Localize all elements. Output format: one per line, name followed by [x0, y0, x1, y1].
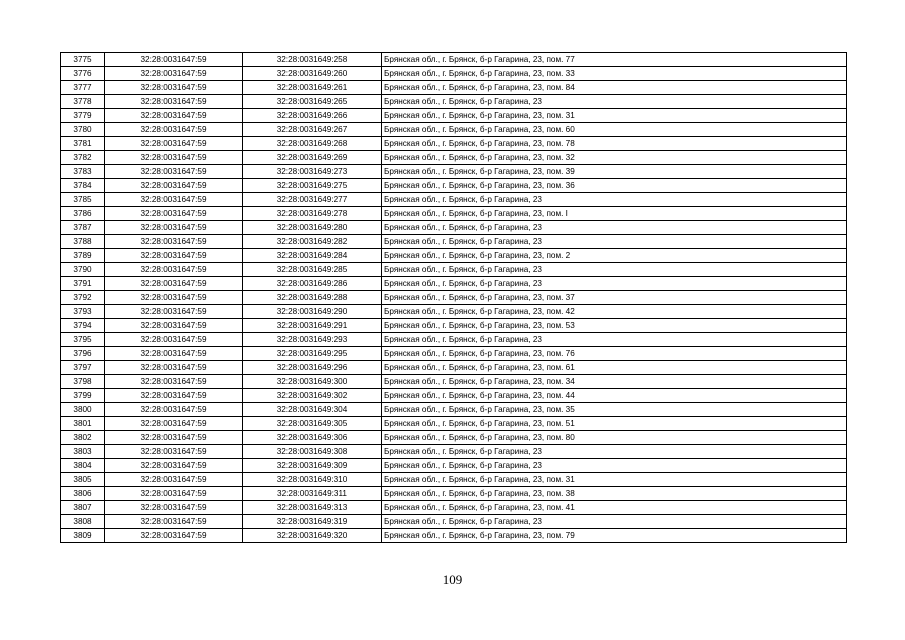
- address-cell: Брянская обл., г. Брянск, б-р Гагарина, 23, пом. 2: [382, 249, 847, 263]
- row-number-cell: 3788: [61, 235, 105, 249]
- parent-cadastral-number-cell: 32:28:0031647:59: [105, 263, 243, 277]
- parent-cadastral-number-cell: 32:28:0031647:59: [105, 473, 243, 487]
- cadastral-table: [60, 52, 847, 543]
- address-cell: Брянская обл., г. Брянск, б-р Гагарина, 23, пом. 53: [382, 319, 847, 333]
- address-cell: Брянская обл., г. Брянск, б-р Гагарина, 23, пом. 60: [382, 123, 847, 137]
- cadastral-number-cell: 32:28:0031649:300: [243, 375, 382, 389]
- table-row: [61, 417, 847, 431]
- address-cell: Брянская обл., г. Брянск, б-р Гагарина, 23: [382, 515, 847, 529]
- address-cell: Брянская обл., г. Брянск, б-р Гагарина, 23: [382, 221, 847, 235]
- cadastral-number-cell: 32:28:0031649:296: [243, 361, 382, 375]
- parent-cadastral-number-cell: 32:28:0031647:59: [105, 165, 243, 179]
- parent-cadastral-number-cell: 32:28:0031647:59: [105, 319, 243, 333]
- address-cell: Брянская обл., г. Брянск, б-р Гагарина, 23: [382, 459, 847, 473]
- address-cell: Брянская обл., г. Брянск, б-р Гагарина, 23, пом. 41: [382, 501, 847, 515]
- table-row: [61, 151, 847, 165]
- cadastral-number-cell: 32:28:0031649:306: [243, 431, 382, 445]
- table-row: [61, 277, 847, 291]
- address-cell: Брянская обл., г. Брянск, б-р Гагарина, 23, пом. 32: [382, 151, 847, 165]
- row-number-cell: 3793: [61, 305, 105, 319]
- parent-cadastral-number-cell: 32:28:0031647:59: [105, 459, 243, 473]
- row-number-cell: 3775: [61, 53, 105, 67]
- table-row: [61, 221, 847, 235]
- table-row: [61, 333, 847, 347]
- row-number-cell: 3799: [61, 389, 105, 403]
- cadastral-number-cell: 32:28:0031649:284: [243, 249, 382, 263]
- cadastral-number-cell: 32:28:0031649:295: [243, 347, 382, 361]
- row-number-cell: 3796: [61, 347, 105, 361]
- table-body: [61, 53, 847, 543]
- table-row: [61, 459, 847, 473]
- table-row: [61, 263, 847, 277]
- cadastral-number-cell: 32:28:0031649:265: [243, 95, 382, 109]
- address-cell: Брянская обл., г. Брянск, б-р Гагарина, 23, пом. 44: [382, 389, 847, 403]
- table-row: [61, 473, 847, 487]
- row-number-cell: 3802: [61, 431, 105, 445]
- row-number-cell: 3794: [61, 319, 105, 333]
- table-row: [61, 109, 847, 123]
- row-number-cell: 3804: [61, 459, 105, 473]
- parent-cadastral-number-cell: 32:28:0031647:59: [105, 277, 243, 291]
- row-number-cell: 3795: [61, 333, 105, 347]
- row-number-cell: 3782: [61, 151, 105, 165]
- address-cell: Брянская обл., г. Брянск, б-р Гагарина, 23, пом. 51: [382, 417, 847, 431]
- cadastral-number-cell: 32:28:0031649:305: [243, 417, 382, 431]
- address-cell: Брянская обл., г. Брянск, б-р Гагарина, 23, пом. 77: [382, 53, 847, 67]
- table-row: [61, 137, 847, 151]
- cadastral-number-cell: 32:28:0031649:267: [243, 123, 382, 137]
- cadastral-number-cell: 32:28:0031649:273: [243, 165, 382, 179]
- parent-cadastral-number-cell: 32:28:0031647:59: [105, 431, 243, 445]
- row-number-cell: 3778: [61, 95, 105, 109]
- row-number-cell: 3781: [61, 137, 105, 151]
- table-row: [61, 403, 847, 417]
- address-cell: Брянская обл., г. Брянск, б-р Гагарина, 23: [382, 235, 847, 249]
- cadastral-number-cell: 32:28:0031649:288: [243, 291, 382, 305]
- address-cell: Брянская обл., г. Брянск, б-р Гагарина, 23, пом. 33: [382, 67, 847, 81]
- table-row: [61, 487, 847, 501]
- row-number-cell: 3783: [61, 165, 105, 179]
- table-row: [61, 319, 847, 333]
- parent-cadastral-number-cell: 32:28:0031647:59: [105, 389, 243, 403]
- address-cell: Брянская обл., г. Брянск, б-р Гагарина, 23: [382, 193, 847, 207]
- cadastral-number-cell: 32:28:0031649:275: [243, 179, 382, 193]
- table-row: [61, 95, 847, 109]
- document-page: [60, 52, 846, 543]
- row-number-cell: 3789: [61, 249, 105, 263]
- address-cell: Брянская обл., г. Брянск, б-р Гагарина, 23, пом. 31: [382, 473, 847, 487]
- row-number-cell: 3777: [61, 81, 105, 95]
- address-cell: Брянская обл., г. Брянск, б-р Гагарина, 23: [382, 263, 847, 277]
- row-number-cell: 3784: [61, 179, 105, 193]
- address-cell: Брянская обл., г. Брянск, б-р Гагарина, 23, пом. 78: [382, 137, 847, 151]
- row-number-cell: 3800: [61, 403, 105, 417]
- parent-cadastral-number-cell: 32:28:0031647:59: [105, 333, 243, 347]
- row-number-cell: 3787: [61, 221, 105, 235]
- cadastral-number-cell: 32:28:0031649:304: [243, 403, 382, 417]
- cadastral-number-cell: 32:28:0031649:302: [243, 389, 382, 403]
- address-cell: Брянская обл., г. Брянск, б-р Гагарина, 23, пом. 79: [382, 529, 847, 543]
- parent-cadastral-number-cell: 32:28:0031647:59: [105, 179, 243, 193]
- address-cell: Брянская обл., г. Брянск, б-р Гагарина, 23, пом. 80: [382, 431, 847, 445]
- cadastral-number-cell: 32:28:0031649:310: [243, 473, 382, 487]
- table-row: [61, 515, 847, 529]
- row-number-cell: 3803: [61, 445, 105, 459]
- cadastral-number-cell: 32:28:0031649:291: [243, 319, 382, 333]
- cadastral-number-cell: 32:28:0031649:282: [243, 235, 382, 249]
- cadastral-number-cell: 32:28:0031649:258: [243, 53, 382, 67]
- address-cell: Брянская обл., г. Брянск, б-р Гагарина, 23: [382, 95, 847, 109]
- table-row: [61, 193, 847, 207]
- row-number-cell: 3791: [61, 277, 105, 291]
- parent-cadastral-number-cell: 32:28:0031647:59: [105, 95, 243, 109]
- table-row: [61, 235, 847, 249]
- row-number-cell: 3790: [61, 263, 105, 277]
- parent-cadastral-number-cell: 32:28:0031647:59: [105, 151, 243, 165]
- row-number-cell: 3808: [61, 515, 105, 529]
- parent-cadastral-number-cell: 32:28:0031647:59: [105, 403, 243, 417]
- parent-cadastral-number-cell: 32:28:0031647:59: [105, 81, 243, 95]
- address-cell: Брянская обл., г. Брянск, б-р Гагарина, 23, пом. 34: [382, 375, 847, 389]
- page-number: 109: [442, 572, 463, 587]
- table-row: [61, 431, 847, 445]
- table-row: [61, 81, 847, 95]
- parent-cadastral-number-cell: 32:28:0031647:59: [105, 249, 243, 263]
- cadastral-number-cell: 32:28:0031649:278: [243, 207, 382, 221]
- table-row: [61, 305, 847, 319]
- parent-cadastral-number-cell: 32:28:0031647:59: [105, 361, 243, 375]
- parent-cadastral-number-cell: 32:28:0031647:59: [105, 445, 243, 459]
- table-row: [61, 501, 847, 515]
- row-number-cell: 3801: [61, 417, 105, 431]
- cadastral-number-cell: 32:28:0031649:277: [243, 193, 382, 207]
- table-row: [61, 445, 847, 459]
- cadastral-number-cell: 32:28:0031649:261: [243, 81, 382, 95]
- table-row: [61, 529, 847, 543]
- row-number-cell: 3792: [61, 291, 105, 305]
- address-cell: Брянская обл., г. Брянск, б-р Гагарина, 23, пом. 35: [382, 403, 847, 417]
- cadastral-number-cell: 32:28:0031649:308: [243, 445, 382, 459]
- cadastral-number-cell: 32:28:0031649:285: [243, 263, 382, 277]
- address-cell: Брянская обл., г. Брянск, б-р Гагарина, 23, пом. I: [382, 207, 847, 221]
- cadastral-number-cell: 32:28:0031649:280: [243, 221, 382, 235]
- parent-cadastral-number-cell: 32:28:0031647:59: [105, 501, 243, 515]
- address-cell: Брянская обл., г. Брянск, б-р Гагарина, 23: [382, 445, 847, 459]
- parent-cadastral-number-cell: 32:28:0031647:59: [105, 221, 243, 235]
- table-row: [61, 375, 847, 389]
- table-row: [61, 249, 847, 263]
- parent-cadastral-number-cell: 32:28:0031647:59: [105, 487, 243, 501]
- cadastral-number-cell: 32:28:0031649:268: [243, 137, 382, 151]
- address-cell: Брянская обл., г. Брянск, б-р Гагарина, 23, пом. 31: [382, 109, 847, 123]
- row-number-cell: 3780: [61, 123, 105, 137]
- address-cell: Брянская обл., г. Брянск, б-р Гагарина, 23, пом. 84: [382, 81, 847, 95]
- row-number-cell: 3786: [61, 207, 105, 221]
- parent-cadastral-number-cell: 32:28:0031647:59: [105, 53, 243, 67]
- table-row: [61, 389, 847, 403]
- parent-cadastral-number-cell: 32:28:0031647:59: [105, 305, 243, 319]
- parent-cadastral-number-cell: 32:28:0031647:59: [105, 347, 243, 361]
- address-cell: Брянская обл., г. Брянск, б-р Гагарина, 23, пом. 37: [382, 291, 847, 305]
- parent-cadastral-number-cell: 32:28:0031647:59: [105, 193, 243, 207]
- cadastral-number-cell: 32:28:0031649:311: [243, 487, 382, 501]
- address-cell: Брянская обл., г. Брянск, б-р Гагарина, 23, пом. 42: [382, 305, 847, 319]
- table-row: [61, 165, 847, 179]
- parent-cadastral-number-cell: 32:28:0031647:59: [105, 375, 243, 389]
- cadastral-number-cell: 32:28:0031649:309: [243, 459, 382, 473]
- table-row: [61, 291, 847, 305]
- cadastral-number-cell: 32:28:0031649:293: [243, 333, 382, 347]
- row-number-cell: 3798: [61, 375, 105, 389]
- parent-cadastral-number-cell: 32:28:0031647:59: [105, 417, 243, 431]
- cadastral-number-cell: 32:28:0031649:269: [243, 151, 382, 165]
- cadastral-number-cell: 32:28:0031649:286: [243, 277, 382, 291]
- address-cell: Брянская обл., г. Брянск, б-р Гагарина, 23, пом. 38: [382, 487, 847, 501]
- parent-cadastral-number-cell: 32:28:0031647:59: [105, 207, 243, 221]
- table-row: [61, 207, 847, 221]
- table-row: [61, 67, 847, 81]
- address-cell: Брянская обл., г. Брянск, б-р Гагарина, 23, пом. 39: [382, 165, 847, 179]
- row-number-cell: 3797: [61, 361, 105, 375]
- row-number-cell: 3779: [61, 109, 105, 123]
- address-cell: Брянская обл., г. Брянск, б-р Гагарина, 23: [382, 277, 847, 291]
- table-row: [61, 361, 847, 375]
- cadastral-number-cell: 32:28:0031649:290: [243, 305, 382, 319]
- table-row: [61, 179, 847, 193]
- row-number-cell: 3806: [61, 487, 105, 501]
- row-number-cell: 3776: [61, 67, 105, 81]
- row-number-cell: 3807: [61, 501, 105, 515]
- row-number-cell: 3809: [61, 529, 105, 543]
- cadastral-number-cell: 32:28:0031649:320: [243, 529, 382, 543]
- cadastral-number-cell: 32:28:0031649:313: [243, 501, 382, 515]
- parent-cadastral-number-cell: 32:28:0031647:59: [105, 123, 243, 137]
- table-row: [61, 347, 847, 361]
- parent-cadastral-number-cell: 32:28:0031647:59: [105, 137, 243, 151]
- row-number-cell: 3785: [61, 193, 105, 207]
- row-number-cell: 3805: [61, 473, 105, 487]
- cadastral-number-cell: 32:28:0031649:260: [243, 67, 382, 81]
- address-cell: Брянская обл., г. Брянск, б-р Гагарина, 23, пом. 76: [382, 347, 847, 361]
- cadastral-number-cell: 32:28:0031649:319: [243, 515, 382, 529]
- table-row: [61, 123, 847, 137]
- table-row: [61, 53, 847, 67]
- parent-cadastral-number-cell: 32:28:0031647:59: [105, 291, 243, 305]
- parent-cadastral-number-cell: 32:28:0031647:59: [105, 109, 243, 123]
- parent-cadastral-number-cell: 32:28:0031647:59: [105, 529, 243, 543]
- address-cell: Брянская обл., г. Брянск, б-р Гагарина, 23, пом. 61: [382, 361, 847, 375]
- address-cell: Брянская обл., г. Брянск, б-р Гагарина, 23: [382, 333, 847, 347]
- address-cell: Брянская обл., г. Брянск, б-р Гагарина, 23, пом. 36: [382, 179, 847, 193]
- cadastral-number-cell: 32:28:0031649:266: [243, 109, 382, 123]
- parent-cadastral-number-cell: 32:28:0031647:59: [105, 67, 243, 81]
- parent-cadastral-number-cell: 32:28:0031647:59: [105, 515, 243, 529]
- parent-cadastral-number-cell: 32:28:0031647:59: [105, 235, 243, 249]
